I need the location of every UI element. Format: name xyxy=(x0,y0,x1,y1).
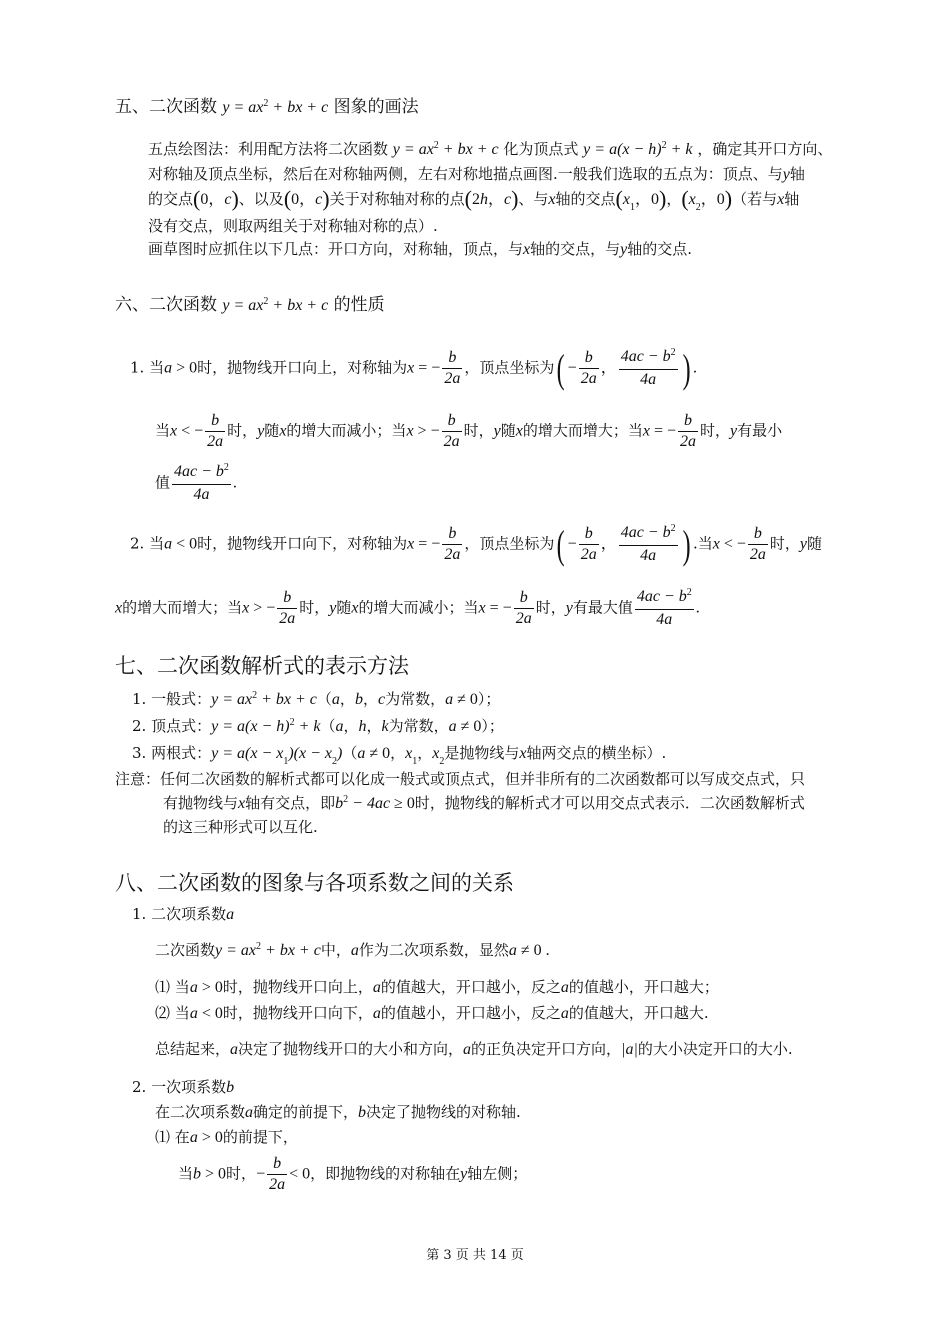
section-8-title: 八、二次函数的图象与各项系数之间的关系 xyxy=(115,871,514,895)
s8-b-item-1: ⑴ 在a > 0的前提下， xyxy=(155,1128,298,1146)
s5-paragraph-line-1: 五点绘图法：利用配方法将二次函数 $y = ax^2$ + bx + c 化为顶点式 $y = a(x - h)^2 + k$ ，确定其开口方向、 xyxy=(148,140,833,158)
s6-item-1-line-2: 当x < − $\frac{b}{2a}$ 时，y随x的增大而减小；当x > − $\frac{b}{2a}$ 时，y随x的增大而增大；当x = − $\frac{b}{2a}$ 时，y有最小 xyxy=(155,412,783,450)
s7-item-3: 3. 两根式：$y = a(x - x_1)(x - x_2)(a \ne 0$，$x_1$，$x_2$是抛物线与x轴两交点的横坐标）. xyxy=(132,744,667,767)
s8-b-heading: 2. 一次项系数b xyxy=(132,1078,235,1096)
s6-item-1-line-1: 1. 当a > 0时，抛物线开口向上，对称轴为x = − $\frac{b}{2a}$ ，顶点坐标为( − $\frac{b}{2a}$ ， $\frac{4ac - b^2}{4a}$ ) . xyxy=(130,345,697,391)
s6-item-2-line-2: x的增大而增大；当x > − $\frac{b}{2a}$ 时，y随x的增大而减小；当x = − $\frac{b}{2a}$ 时，y有最大值 $\frac{4ac - b^2}{4a}$ . xyxy=(115,587,700,628)
s5-paragraph-line-2: 对称轴及顶点坐标，然后在对称轴两侧，左右对称地描点画图.一般我们选取的五点为：顶点、与y轴 xyxy=(148,165,805,183)
s8-b-paragraph: 在二次项系数a确定的前提下，b决定了抛物线的对称轴. xyxy=(155,1103,521,1121)
s7-item-1: 1. 一般式：$y = ax^2$ + bx + c（a，b，c为常数，a ≠ 0）； xyxy=(132,690,501,708)
s5-paragraph-line-4: 没有交点，则取两组关于对称轴对称的点）. xyxy=(148,217,438,235)
s7-note-line-2: 有抛物线与x轴有交点，即$b^2 - 4ac \ge 0$时，抛物线的解析式才可以用交点式表示．二次函数解析式 xyxy=(163,794,805,812)
s7-item-2: 2. 顶点式：$y = a(x - h)^2 + k(a$，h，k为常数，a ≠ 0）； xyxy=(132,717,504,735)
s8-a-item-2: ⑵ 当a < 0时，抛物线开口向下，a的值越小，开口越小，反之a的值越大，开口越大. xyxy=(155,1004,709,1022)
s8-b-case-line: 当b > 0时，− $\frac{b}{2a}$ < 0，即抛物线的对称轴在y轴左侧； xyxy=(178,1155,528,1193)
s6-item-1-line-3: 值 $\frac{4ac - b^2}{4a}$ . xyxy=(155,462,237,503)
section-6-title: 六、二次函数 $y = ax^2$ + bx + c 的性质 xyxy=(115,295,385,315)
s8-a-heading: 1. 二次项系数a xyxy=(132,905,235,923)
s6-item-2-line-1: 2. 当a < 0时，抛物线开口向下，对称轴为x = − $\frac{b}{2a}$ ，顶点坐标为( − $\frac{b}{2a}$ ， $\frac{4ac - b^2}{4a}$ ) .当x < − $\frac{b}{2a}$ 时，y随 xyxy=(130,521,823,567)
s8-a-item-1: ⑴ 当a > 0时，抛物线开口向上，a的值越大，开口越小，反之a的值越小，开口越大； xyxy=(155,978,719,996)
s8-a-summary: 总结起来，a决定了抛物线开口的大小和方向，a的正负决定开口方向，|a|的大小决定开口的大小. xyxy=(155,1040,793,1058)
s8-a-paragraph: 二次函数$y = ax^2$ + bx + c中，a作为二次项系数，显然a ≠ 0 . xyxy=(155,941,550,959)
s7-note-line-1: 注意：任何二次函数的解析式都可以化成一般式或顶点式，但并非所有的二次函数都可以写成交点式，只 xyxy=(115,770,806,788)
section-5-title: 五、二次函数 $y = ax^2$ + bx + c 图象的画法 xyxy=(115,97,419,117)
s7-note-line-3: 的这三种形式可以互化. xyxy=(163,818,318,836)
section-7-title: 七、二次函数解析式的表示方法 xyxy=(115,654,409,678)
page-footer: 第 3 页 共 14 页 xyxy=(426,1248,524,1263)
s5-paragraph-line-3: 的交点(0，c)、以及(0，c)关于对称轴对称的点(2h，c)、与x轴的交点($x_1$，0)，($x_2$，0)（若与x轴 xyxy=(148,186,800,213)
s5-paragraph-line-5: 画草图时应抓住以下几点：开口方向，对称轴，顶点，与x轴的交点，与y轴的交点. xyxy=(148,240,693,258)
